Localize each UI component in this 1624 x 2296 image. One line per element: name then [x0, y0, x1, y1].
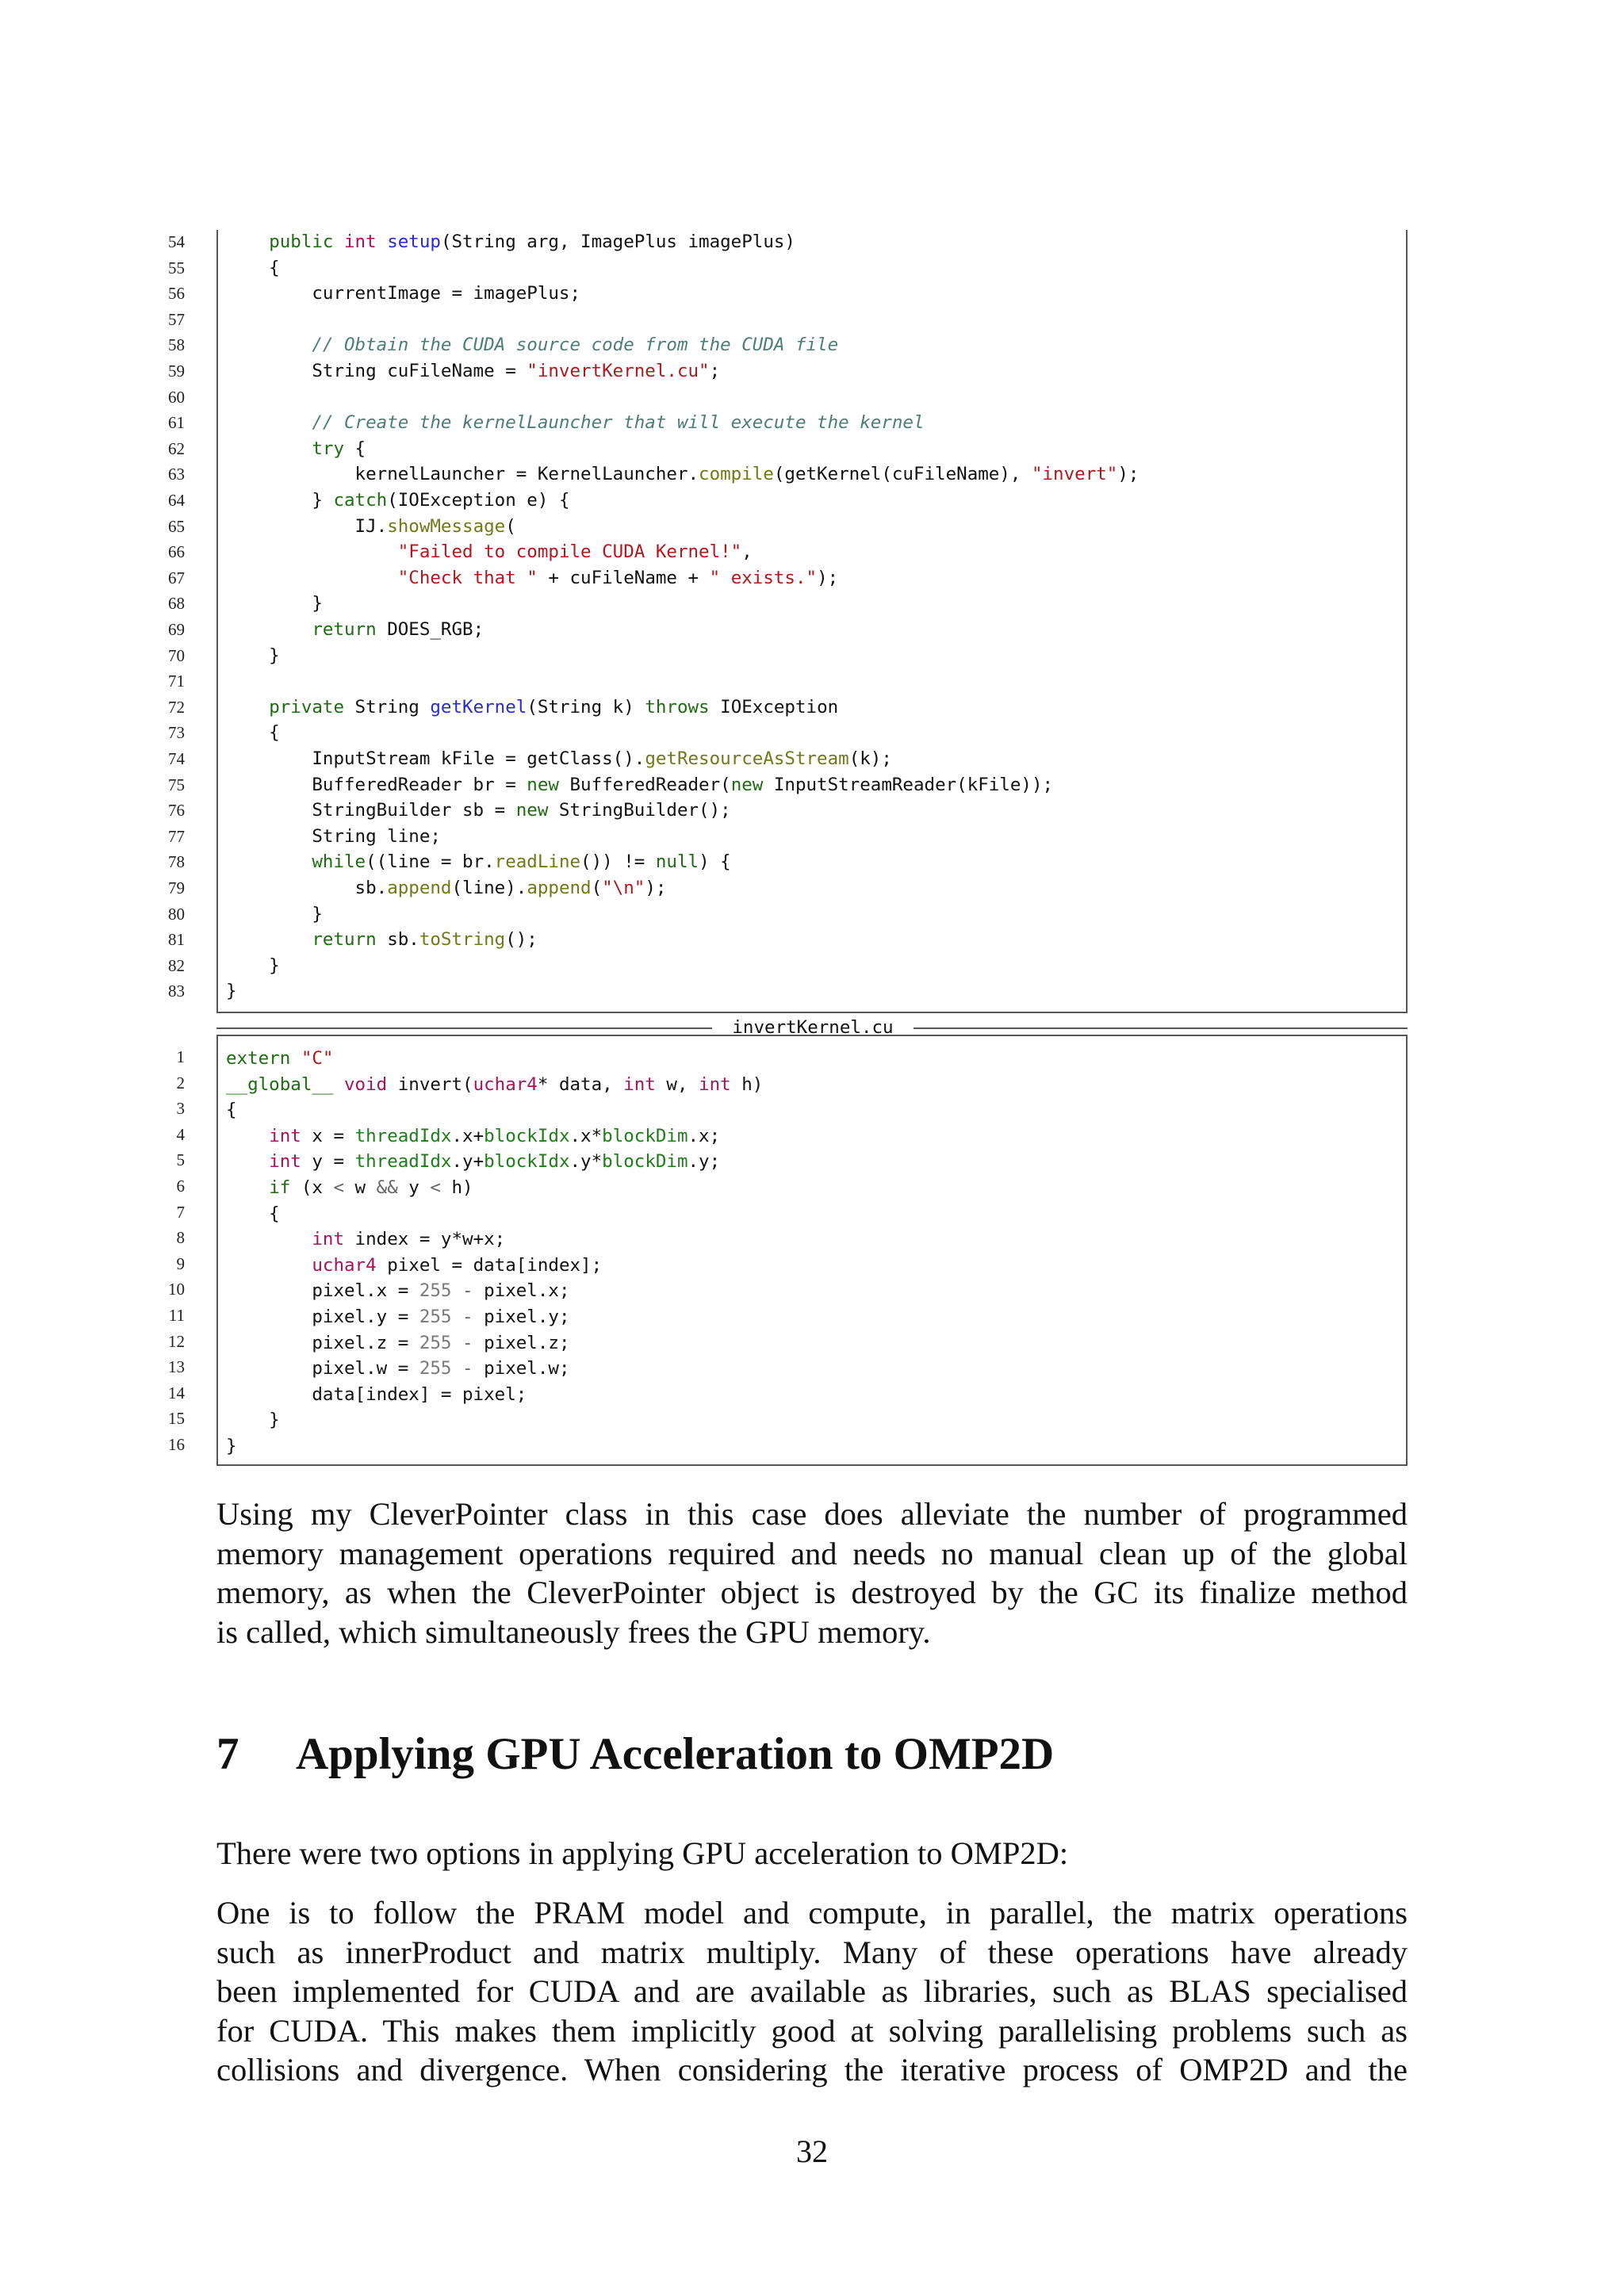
line-number: 67 [168, 568, 185, 587]
code-text [226, 875, 666, 901]
code-token: pixel.y; [473, 1307, 570, 1327]
code-token: pixel.x; [473, 1280, 570, 1302]
code-token: < [430, 1177, 441, 1198]
code-token: (String k) [527, 696, 645, 718]
code-token: } [226, 645, 280, 666]
code-token: ) { [699, 851, 731, 873]
code-token: InputStreamReader(kFile)); [763, 774, 1054, 795]
code-token: null [655, 851, 699, 873]
line-number: 74 [168, 749, 185, 768]
code-token: InputStream kFile = getClass(). [226, 748, 645, 769]
line-number: 72 [168, 697, 185, 717]
code-token: { [226, 257, 280, 278]
line-number: 76 [168, 801, 185, 821]
line-number: 59 [168, 362, 185, 381]
code-token: append [527, 878, 592, 898]
code-token: StringBuilder sb = [226, 800, 516, 821]
code-token: data[index] = pixel; [226, 1383, 527, 1405]
line-number: 77 [168, 826, 185, 846]
code-token: int [269, 1125, 301, 1146]
code-token: 255 [419, 1307, 452, 1327]
code-token [226, 1177, 269, 1198]
line-number: 82 [168, 955, 185, 975]
line-number: 61 [168, 413, 185, 433]
code-token: ); [645, 878, 667, 898]
code-token [226, 412, 312, 433]
code-token: (); [505, 929, 538, 951]
code-text [226, 1407, 280, 1433]
code-token: int [312, 1229, 345, 1250]
text-line: collisions and divergence. When considering the iterative process of OMP2D and the [216, 2052, 1408, 2087]
code-token: int [269, 1151, 301, 1173]
code-token: { [226, 1203, 280, 1224]
code-text [226, 436, 366, 462]
code-token: getResourceAsStream [645, 748, 849, 769]
code-token [451, 1358, 462, 1379]
code-token: invert( [387, 1073, 473, 1095]
code-text [226, 1382, 527, 1408]
line-number: 10 [168, 1280, 185, 1299]
code-token: 255 [419, 1358, 452, 1380]
code-token [451, 1280, 462, 1301]
code-text [226, 798, 731, 824]
code-token: "\n" [602, 878, 645, 898]
code-token [226, 1126, 269, 1146]
code-token: y [397, 1177, 431, 1198]
code-token [226, 851, 312, 872]
code-token: IOException [709, 696, 839, 718]
code-file-title: invertKernel.cu [714, 1016, 912, 1039]
code-token: ); [817, 567, 839, 588]
code-text [226, 1226, 505, 1253]
code-token: w, [655, 1073, 699, 1095]
code-text [226, 1123, 720, 1150]
code-text [226, 1175, 473, 1201]
code-token: catch [333, 490, 388, 511]
code-title-rule-right [914, 1027, 1408, 1029]
code-token [226, 335, 312, 355]
line-number: 65 [168, 516, 185, 536]
page-number: 32 [796, 2133, 828, 2169]
code-text [226, 617, 484, 643]
code-token: "C" [301, 1048, 334, 1069]
section-heading [216, 1727, 1054, 1782]
code-token: public [269, 232, 334, 252]
code-token: ((line = br. [366, 851, 495, 873]
code-token: new [527, 774, 559, 795]
code-token: - [462, 1307, 473, 1327]
code-token: // Obtain the CUDA source code from the CUDA file [312, 335, 839, 356]
code-text [226, 1149, 720, 1175]
code-token: } [226, 593, 323, 614]
code-token: int [699, 1073, 731, 1095]
code-token: pixel.w = [226, 1358, 419, 1380]
code-token: append [387, 878, 452, 898]
code-token: 255 [419, 1280, 452, 1302]
code-token: BufferedReader br = [226, 774, 527, 795]
code-token: , [741, 541, 753, 563]
code-token [333, 232, 344, 252]
code-text [226, 514, 516, 540]
code-token: (getKernel(cuFileName), [773, 464, 1032, 485]
code-token: pixel.z = [226, 1332, 419, 1353]
text-line: memory management operations required and needs no manual clean up of the global [216, 1535, 1408, 1571]
code-text [226, 1201, 280, 1227]
code-token: pixel.x = [226, 1280, 419, 1302]
code-text [226, 1278, 570, 1304]
code-text [226, 643, 280, 669]
code-token: " exists." [709, 567, 818, 588]
code-token: { [226, 1100, 237, 1121]
body-paragraph [216, 1893, 1408, 2090]
code-token: while [312, 851, 366, 873]
code-text [226, 1304, 570, 1330]
code-token: new [730, 774, 764, 795]
code-text [226, 410, 925, 436]
code-text [226, 1097, 237, 1123]
line-number: 79 [168, 878, 185, 897]
code-text [226, 824, 441, 850]
code-token: uchar4 [312, 1254, 377, 1276]
code-token [226, 1229, 312, 1249]
code-token: pixel.y = [226, 1307, 419, 1327]
code-token: try [312, 438, 345, 459]
code-token: __global__ [226, 1073, 334, 1095]
line-number: 2 [176, 1073, 185, 1093]
code-token: void [344, 1073, 388, 1095]
code-token: pixel.w; [473, 1358, 570, 1380]
line-number: 6 [176, 1177, 185, 1196]
code-token: .y+ [451, 1151, 485, 1173]
line-number: 14 [168, 1383, 185, 1402]
line-number: 81 [168, 930, 185, 950]
code-text [226, 720, 280, 746]
code-token: blockIdx [484, 1125, 570, 1146]
code-token: StringBuilder(); [548, 800, 731, 821]
code-token [451, 1307, 462, 1327]
code-token: index = y*w+x; [344, 1229, 506, 1250]
line-number: 54 [168, 232, 185, 251]
line-number: 15 [168, 1409, 185, 1429]
code-token: pixel = data[index]; [376, 1254, 603, 1276]
line-number: 60 [168, 387, 185, 407]
text-line: There were two options in applying GPU acceleration to OMP2D: [216, 1835, 1069, 1871]
code-token: ( [591, 878, 603, 898]
code-token: } [226, 1436, 237, 1456]
code-token [226, 1151, 269, 1172]
code-token [226, 1255, 312, 1276]
code-token: - [462, 1280, 473, 1302]
line-number: 68 [168, 594, 185, 614]
line-number: 83 [168, 982, 185, 1001]
code-text [226, 1433, 237, 1460]
code-token: currentImage = imagePlus; [226, 283, 581, 304]
code-text [226, 746, 892, 772]
code-token: sb. [376, 929, 419, 951]
line-number: 62 [168, 438, 185, 458]
code-token [451, 1333, 462, 1353]
code-text [226, 1330, 570, 1357]
code-token: - [462, 1332, 473, 1353]
code-text [226, 1356, 570, 1382]
code-text [226, 565, 838, 591]
code-token: y = [301, 1151, 355, 1173]
code-token: h) [440, 1177, 473, 1198]
code-token: threadIdx [354, 1151, 452, 1173]
code-text [226, 358, 720, 385]
code-token: && [376, 1177, 398, 1198]
code-token: { [344, 438, 366, 459]
text-line: such as innerProduct and matrix multiply. Many of these operations have already [216, 1934, 1408, 1970]
code-token: if [269, 1177, 291, 1198]
line-number: 58 [168, 335, 185, 355]
code-text [226, 695, 838, 721]
code-token: (IOException e) { [387, 490, 570, 511]
line-number: 8 [176, 1228, 185, 1248]
code-token: * data, [537, 1073, 624, 1095]
code-text [226, 332, 838, 358]
code-token: kernelLauncher = KernelLauncher. [226, 464, 699, 485]
line-number: 5 [176, 1150, 185, 1170]
code-token [290, 1048, 301, 1069]
code-token [226, 929, 312, 950]
code-token [226, 438, 312, 459]
text-line: Using my CleverPointer class in this case does alleviate the number of programmed [216, 1496, 1408, 1532]
body-paragraph [216, 1494, 1408, 1651]
code-token: readLine [494, 851, 581, 873]
line-number: 63 [168, 465, 185, 484]
code-token: ; [709, 361, 721, 381]
code-token: .y; [688, 1151, 721, 1173]
line-number: 3 [176, 1099, 185, 1119]
text-line: One is to follow the PRAM model and compute, in parallel, the matrix operations [216, 1895, 1408, 1931]
code-text [226, 1072, 763, 1098]
code-token: h) [730, 1073, 764, 1095]
line-number: 7 [176, 1202, 185, 1222]
line-number: 66 [168, 542, 185, 562]
code-token: ()) != [580, 851, 656, 873]
code-token: String line; [226, 825, 441, 847]
text-line: is called, which simultaneously frees the GPU memory. [216, 1613, 931, 1650]
code-text [226, 1046, 333, 1072]
section-title: Applying GPU Acceleration to OMP2D [296, 1729, 1055, 1779]
line-number: 75 [168, 775, 185, 794]
code-token [226, 697, 269, 718]
code-token [377, 232, 388, 252]
code-token: < [333, 1177, 345, 1198]
line-number: 73 [168, 723, 185, 743]
code-token: int [344, 232, 377, 252]
code-text [226, 1253, 602, 1279]
code-token [226, 568, 398, 588]
code-token: "invertKernel.cu" [527, 361, 710, 381]
code-token: .y* [569, 1151, 603, 1173]
line-number: 71 [168, 672, 185, 691]
code-token: int [623, 1073, 656, 1095]
code-token [333, 1074, 344, 1095]
code-text [226, 488, 570, 514]
code-token: } [226, 981, 237, 1002]
code-token: } [226, 1410, 280, 1431]
code-token: IJ. [226, 515, 388, 537]
code-token: threadIdx [354, 1125, 452, 1146]
code-token: x = [301, 1125, 355, 1146]
code-token: compile [699, 464, 774, 485]
code-text [226, 849, 731, 875]
code-token: "invert" [1031, 464, 1118, 485]
code-token [226, 232, 269, 252]
line-number: 69 [168, 620, 185, 639]
code-token: extern [226, 1048, 291, 1069]
code-token: // Create the kernelLauncher that will execute the kernel [312, 412, 925, 434]
code-text [226, 772, 1053, 798]
line-number: 13 [168, 1357, 185, 1377]
code-text [226, 978, 237, 1004]
code-token: return [312, 619, 377, 640]
code-token: } [226, 903, 323, 924]
code-token: } [226, 490, 334, 511]
line-number: 70 [168, 645, 185, 665]
code-token: blockIdx [484, 1151, 570, 1173]
code-token: throws [645, 696, 710, 718]
text-line: been implemented for CUDA and are available as libraries, such as BLAS specialised [216, 1973, 1408, 2009]
code-token: pixel.z; [473, 1332, 570, 1353]
code-listing-java [216, 230, 1408, 1013]
code-token: .x+ [451, 1125, 485, 1146]
line-number: 56 [168, 284, 185, 304]
code-token: "Failed to compile CUDA Kernel!" [397, 541, 742, 563]
code-token: String cuFileName = [226, 361, 527, 381]
code-token: sb. [226, 878, 388, 898]
code-token: blockDim [602, 1151, 688, 1173]
body-paragraph [216, 1834, 1408, 1873]
line-number: 11 [168, 1306, 185, 1325]
code-title-rule-left [216, 1027, 712, 1029]
section-number: 7 [216, 1729, 239, 1779]
code-token: toString [419, 929, 506, 951]
code-text [226, 927, 538, 953]
line-number: 78 [168, 852, 185, 872]
code-token: + cuFileName + [537, 567, 710, 588]
code-token [226, 619, 312, 640]
code-token: new [515, 800, 549, 821]
code-text [226, 281, 580, 307]
code-token: ); [1117, 464, 1139, 485]
code-text [226, 901, 323, 928]
code-token: (String arg, ImagePlus imagePlus) [440, 232, 795, 252]
code-listing-cuda [216, 1035, 1408, 1466]
code-token: - [462, 1358, 473, 1380]
line-number: 64 [168, 491, 185, 510]
line-number: 16 [168, 1435, 185, 1454]
code-token: String [344, 696, 431, 718]
code-token: showMessage [387, 515, 506, 537]
code-token: uchar4 [473, 1073, 538, 1095]
code-token: .x* [569, 1125, 603, 1146]
code-token: { [226, 722, 280, 744]
code-text [226, 461, 1139, 488]
code-token: (k); [848, 748, 892, 769]
line-number: 57 [168, 309, 185, 329]
line-number: 12 [168, 1331, 185, 1351]
code-token: return [312, 929, 377, 951]
code-token: ( [505, 515, 516, 537]
code-token: setup [387, 232, 441, 252]
code-token: BufferedReader( [558, 774, 731, 795]
code-token: w [344, 1177, 377, 1198]
code-text [226, 255, 280, 281]
code-token: (x [290, 1177, 334, 1198]
code-token: DOES_RGB; [376, 619, 485, 640]
code-token: } [226, 955, 280, 976]
text-line: memory, as when the CleverPointer object is destroyed by the GC its finalize method [216, 1575, 1408, 1610]
code-token [226, 541, 398, 562]
code-text [226, 539, 753, 565]
line-number: 55 [168, 258, 185, 277]
line-number: 80 [168, 904, 185, 924]
code-text [226, 591, 323, 617]
code-token: "Check that " [397, 567, 538, 588]
code-token: .x; [688, 1125, 721, 1146]
line-number: 1 [176, 1047, 185, 1066]
code-text [226, 953, 280, 979]
code-token: blockDim [602, 1125, 688, 1146]
line-number: 9 [176, 1253, 185, 1273]
line-number: 4 [176, 1124, 185, 1144]
code-token: 255 [419, 1332, 452, 1353]
code-text [226, 229, 795, 255]
code-token: private [269, 696, 345, 718]
code-token: (line). [451, 878, 527, 898]
code-token: getKernel [430, 696, 527, 718]
text-line: for CUDA. This makes them implicitly good at solving parallelising problems such as [216, 2012, 1408, 2049]
